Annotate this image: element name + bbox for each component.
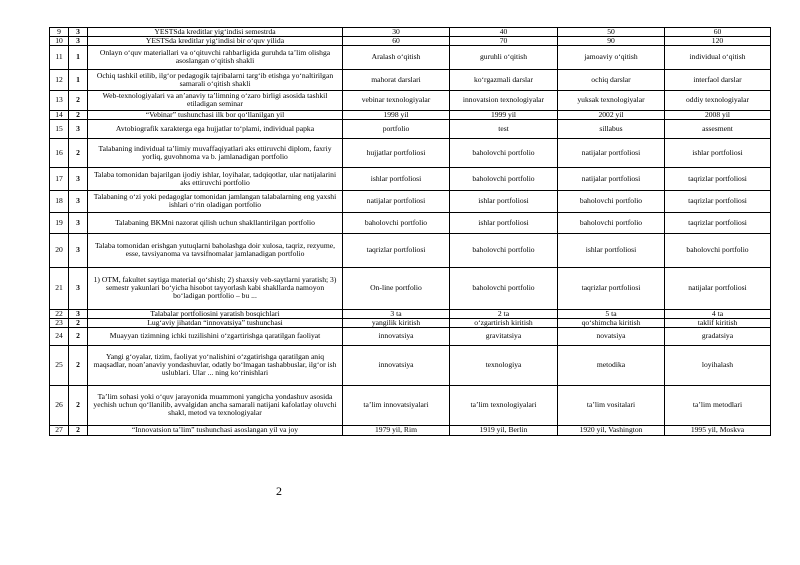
option-d: baholovchi portfolio	[665, 233, 771, 267]
question-number: 20	[50, 233, 69, 267]
question-text: Avtobiografik xarakterga ega hujjatlar to‘plami, individual papka	[88, 119, 343, 138]
difficulty-level: 2	[69, 90, 88, 110]
question-text: Talaba tomonidan bajarilgan ijodiy ishlar, loyihalar, tadqiqotlar, ular natijalarini aks ettiruvchi portfolio	[88, 167, 343, 190]
question-number: 23	[50, 318, 69, 327]
option-b: innovatsion texnologiyalar	[450, 90, 558, 110]
option-d: 4 ta	[665, 309, 771, 318]
question-text: Muayyan tizimning ichki tuzilishini o‘zgartirishga qaratilgan faoliyat	[88, 327, 343, 345]
question-number: 16	[50, 138, 69, 167]
table-row	[50, 138, 771, 167]
option-b: baholovchi portfolio	[450, 167, 558, 190]
table-row	[50, 90, 771, 110]
option-b: ishlar portfoliosi	[450, 190, 558, 212]
table-row	[50, 345, 771, 385]
table-row	[50, 327, 771, 345]
option-d: gradatsiya	[665, 327, 771, 345]
difficulty-level: 2	[69, 385, 88, 425]
option-c: 90	[558, 36, 665, 45]
option-b: ko‘rgazmali darslar	[450, 69, 558, 90]
option-c: 1920 yil, Vashington	[558, 425, 665, 435]
table-row	[50, 119, 771, 138]
difficulty-level: 2	[69, 327, 88, 345]
question-text: YESTSda kreditlar yig‘indisi semestrda	[88, 28, 343, 37]
question-number: 14	[50, 110, 69, 119]
difficulty-level: 2	[69, 138, 88, 167]
difficulty-level: 1	[69, 69, 88, 90]
question-number: 19	[50, 212, 69, 233]
question-number: 13	[50, 90, 69, 110]
table-row	[50, 167, 771, 190]
option-d: 120	[665, 36, 771, 45]
correct-answer: innovatsiya	[343, 327, 450, 345]
correct-answer: 30	[343, 28, 450, 37]
option-b: 2 ta	[450, 309, 558, 318]
question-text: Talaba tomonidan erishgan yutuqlarni baholashga doir xulosa, taqriz, rezyume, esse, tavsiyanoma va tavsifnomalar jamlanadigan portfolio	[88, 233, 343, 267]
test-questions-table	[49, 27, 771, 436]
option-d: taqrizlar portfoliosi	[665, 167, 771, 190]
option-b: 70	[450, 36, 558, 45]
correct-answer: 3 ta	[343, 309, 450, 318]
option-d: taqrizlar portfoliosi	[665, 212, 771, 233]
difficulty-level: 2	[69, 318, 88, 327]
difficulty-level: 3	[69, 309, 88, 318]
option-d: loyihalash	[665, 345, 771, 385]
option-b: gravitatsiya	[450, 327, 558, 345]
difficulty-level: 3	[69, 36, 88, 45]
option-c: 5 ta	[558, 309, 665, 318]
correct-answer: ta’lim innovatsiyalari	[343, 385, 450, 425]
correct-answer: Aralash o‘qitish	[343, 45, 450, 69]
option-d: taklif kiritish	[665, 318, 771, 327]
question-text: Talabalar portfoliosini yaratish bosqichlari	[88, 309, 343, 318]
option-d: 1995 yil, Moskva	[665, 425, 771, 435]
difficulty-level: 3	[69, 119, 88, 138]
option-b: baholovchi portfolio	[450, 233, 558, 267]
option-d: ishlar portfoliosi	[665, 138, 771, 167]
option-b: guruhli o‘qitish	[450, 45, 558, 69]
option-d: 2008 yil	[665, 110, 771, 119]
difficulty-level: 3	[69, 233, 88, 267]
correct-answer: innovatsiya	[343, 345, 450, 385]
table-row	[50, 190, 771, 212]
option-b: baholovchi portfolio	[450, 267, 558, 309]
question-text: “Innovatsion ta’lim” tushunchasi asoslangan yil va joy	[88, 425, 343, 435]
question-text: Talabaning o‘zi yoki pedagoglar tomonidan jamlangan talabalarning eng yaxshi ishlari o‘rin oladigan portfolio	[88, 190, 343, 212]
correct-answer: yangilik kiritish	[343, 318, 450, 327]
question-number: 22	[50, 309, 69, 318]
option-b: 1919 yil, Berlin	[450, 425, 558, 435]
table-row	[50, 385, 771, 425]
test-questions-table-wrapper	[49, 27, 771, 436]
question-text: YESTSda kreditlar yig‘indisi bir o‘quv yilida	[88, 36, 343, 45]
table-row	[50, 45, 771, 69]
difficulty-level: 2	[69, 110, 88, 119]
question-number: 10	[50, 36, 69, 45]
table-row	[50, 309, 771, 318]
option-b: ta’lim texnologiyalari	[450, 385, 558, 425]
option-d: assesment	[665, 119, 771, 138]
question-text: “Vebinar” tushunchasi ilk bor qo‘llanilgan yil	[88, 110, 343, 119]
table-row	[50, 267, 771, 309]
question-number: 21	[50, 267, 69, 309]
correct-answer: vebinar texnologiyalar	[343, 90, 450, 110]
correct-answer: portfolio	[343, 119, 450, 138]
option-c: ochiq darslar	[558, 69, 665, 90]
option-c: sillabus	[558, 119, 665, 138]
correct-answer: 1979 yil, Rim	[343, 425, 450, 435]
question-number: 26	[50, 385, 69, 425]
option-b: 40	[450, 28, 558, 37]
question-number: 9	[50, 28, 69, 37]
option-d: taqrizlar portfoliosi	[665, 190, 771, 212]
correct-answer: ishlar portfoliosi	[343, 167, 450, 190]
table-row	[50, 233, 771, 267]
option-b: test	[450, 119, 558, 138]
option-c: taqrizlar portfoliosi	[558, 267, 665, 309]
question-number: 27	[50, 425, 69, 435]
option-c: ta’lim vositalari	[558, 385, 665, 425]
option-c: jamoaviy o‘qitish	[558, 45, 665, 69]
option-d: 60	[665, 28, 771, 37]
question-text: Onlayn o‘quv materiallari va o‘qituvchi rahbarligida guruhda ta’lim olishga asoslangan o‘qitish shakli	[88, 45, 343, 69]
question-number: 15	[50, 119, 69, 138]
question-number: 12	[50, 69, 69, 90]
option-c: natijalar portfoliosi	[558, 138, 665, 167]
option-c: yuksak texnologiyalar	[558, 90, 665, 110]
difficulty-level: 3	[69, 267, 88, 309]
table-row	[50, 28, 771, 37]
option-b: ishlar portfoliosi	[450, 212, 558, 233]
table-row	[50, 212, 771, 233]
option-c: qo‘shimcha kiritish	[558, 318, 665, 327]
option-d: ta’lim metodlari	[665, 385, 771, 425]
correct-answer: On-line portfolio	[343, 267, 450, 309]
correct-answer: natijalar portfoliosi	[343, 190, 450, 212]
correct-answer: taqrizlar portfoliosi	[343, 233, 450, 267]
table-row	[50, 110, 771, 119]
option-b: texnologiya	[450, 345, 558, 385]
option-c: novatsiya	[558, 327, 665, 345]
question-text: Lug‘aviy jihatdan “innovatsiya” tushunchasi	[88, 318, 343, 327]
difficulty-level: 2	[69, 425, 88, 435]
difficulty-level: 3	[69, 212, 88, 233]
option-c: ishlar portfoliosi	[558, 233, 665, 267]
correct-answer: baholovchi portfolio	[343, 212, 450, 233]
question-text: 1) OTM, fakultet saytiga material qo‘shish; 2) shaxsiy veb-saytlarni yaratish; 3) semestr yakunlari bo‘yicha hisobot tayyorlash kabi shakllarda namoyon bo‘ladigan portfolio – bu ...	[88, 267, 343, 309]
question-text: Ta’lim sohasi yoki o‘quv jarayonida muammoni yangicha yondashuv asosida yechish uchun qo‘llanilib, avvalgidan ancha samarali natijani kafolatlay oluvchi shakl, metod va texnologiyalar	[88, 385, 343, 425]
difficulty-level: 2	[69, 345, 88, 385]
difficulty-level: 3	[69, 190, 88, 212]
difficulty-level: 3	[69, 167, 88, 190]
option-c: baholovchi portfolio	[558, 212, 665, 233]
question-number: 17	[50, 167, 69, 190]
question-number: 11	[50, 45, 69, 69]
table-row	[50, 318, 771, 327]
option-d: oddiy texnologiyalar	[665, 90, 771, 110]
option-b: baholovchi portfolio	[450, 138, 558, 167]
option-b: 1999 yil	[450, 110, 558, 119]
option-b: o‘zgartirish kiritish	[450, 318, 558, 327]
correct-answer: mahorat darslari	[343, 69, 450, 90]
option-c: baholovchi portfolio	[558, 190, 665, 212]
page-number: 2	[276, 484, 282, 498]
option-d: natijalar portfoliosi	[665, 267, 771, 309]
question-number: 24	[50, 327, 69, 345]
difficulty-level: 1	[69, 45, 88, 69]
correct-answer: 1998 yil	[343, 110, 450, 119]
question-number: 18	[50, 190, 69, 212]
option-c: 50	[558, 28, 665, 37]
option-c: 2002 yil	[558, 110, 665, 119]
difficulty-level: 3	[69, 28, 88, 37]
correct-answer: hujjatlar portfoliosi	[343, 138, 450, 167]
question-number: 25	[50, 345, 69, 385]
correct-answer: 60	[343, 36, 450, 45]
question-text: Ochiq tashkil etilib, ilg‘or pedagogik tajribalarni targ‘ib etishga yo‘naltirilgan samarali o‘qitish shakli	[88, 69, 343, 90]
option-d: individual o‘qitish	[665, 45, 771, 69]
option-c: metodika	[558, 345, 665, 385]
question-text: Yangi g‘oyalar, tizim, faoliyat yo‘nalishini o‘zgatirishga qaratilgan aniq maqsadlar, noan’anaviy yondashuvlar, odatly bo‘lmagan tashabbuslar, ilg‘or ish uslublari. Ular ... ning ko‘rinishlari	[88, 345, 343, 385]
table-row	[50, 36, 771, 45]
table-row	[50, 425, 771, 435]
option-d: interfaol darslar	[665, 69, 771, 90]
question-text: Web-texnologiyalari va an’anaviy ta’limning o‘zaro birligi asosida tashkil etiladigan seminar	[88, 90, 343, 110]
option-c: natijalar portfoliosi	[558, 167, 665, 190]
table-row	[50, 69, 771, 90]
question-text: Talabaning individual ta’limiy muvaffaqiyatlari aks ettiruvchi diplom, faxriy yorliq, guvohnoma va b. jamlanadigan portfolio	[88, 138, 343, 167]
question-text: Talabaning BKMni nazorat qilish uchun shakllantirilgan portfolio	[88, 212, 343, 233]
